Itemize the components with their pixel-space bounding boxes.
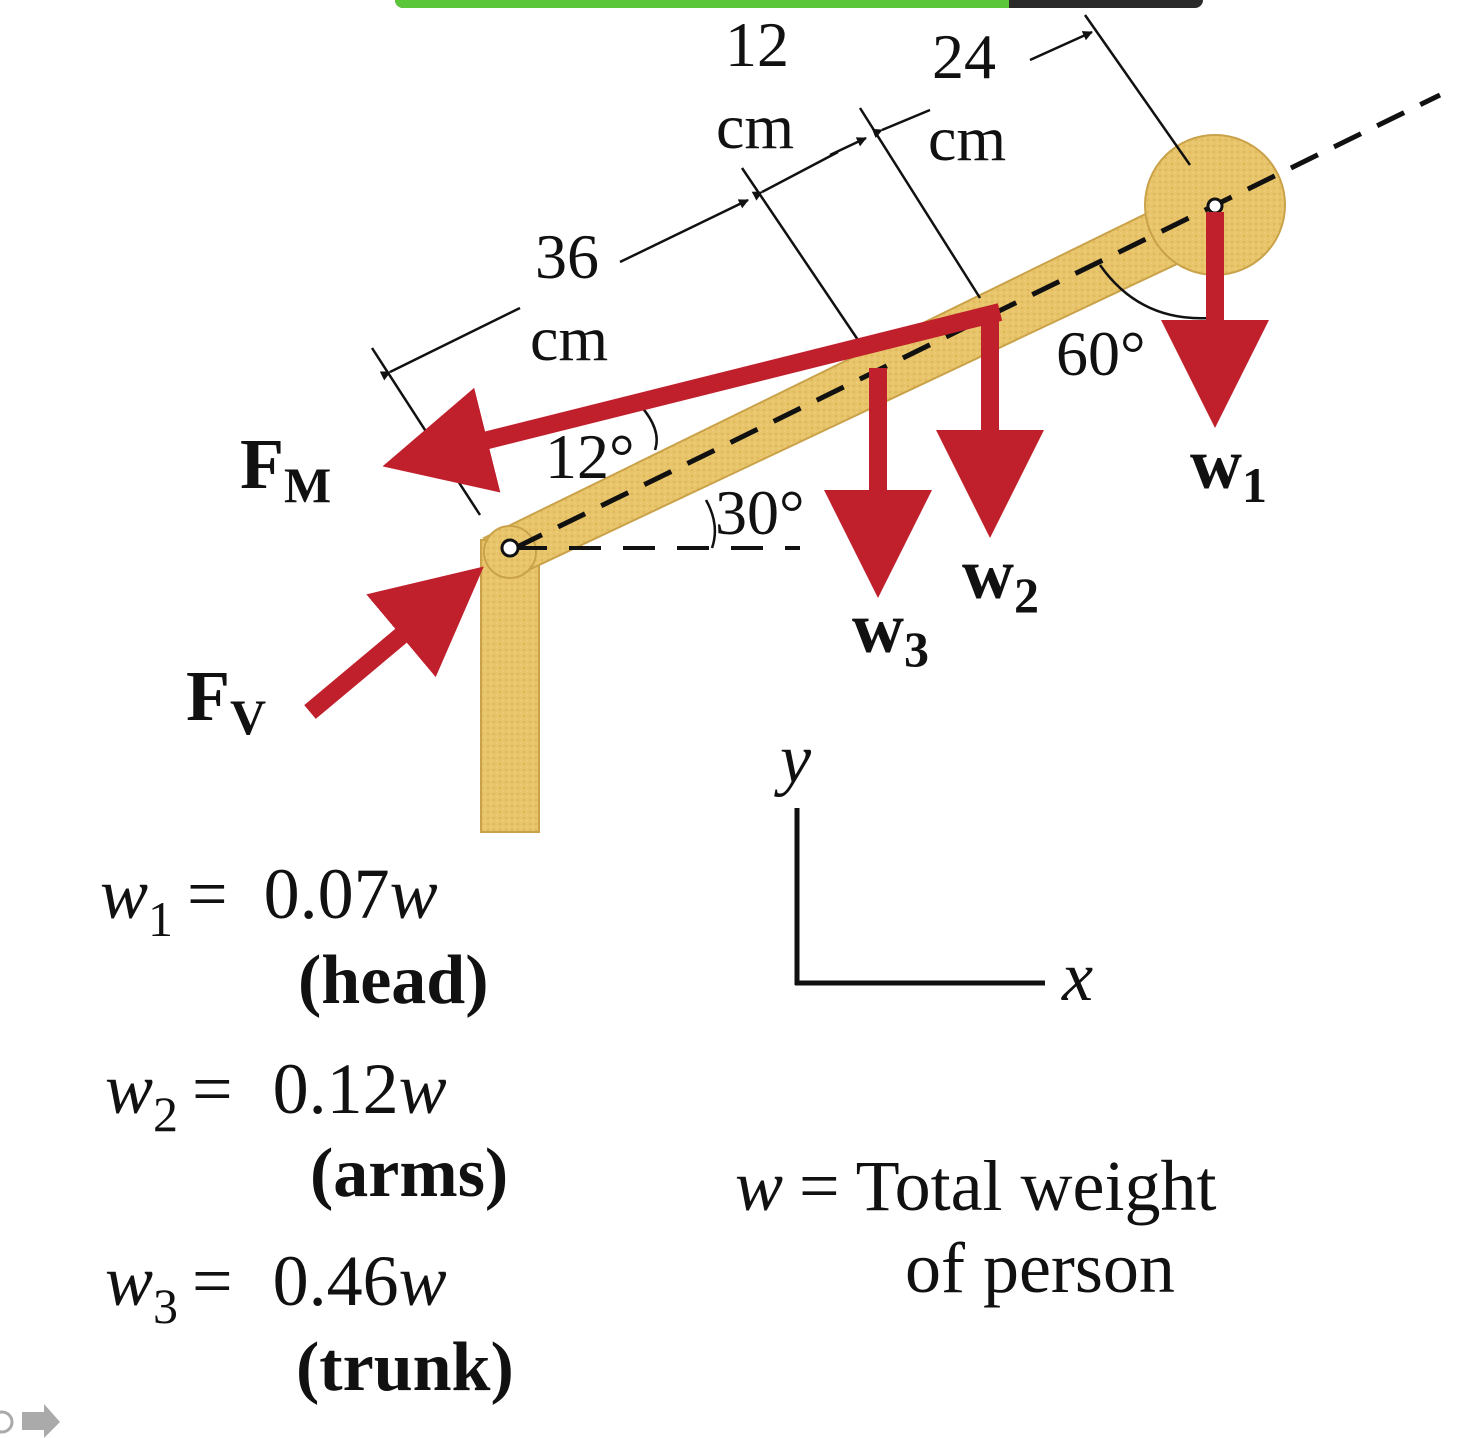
total-weight-line1: w = Total weight (735, 1146, 1217, 1226)
dim-12-unit: cm (716, 91, 795, 162)
legend-w1 (100, 854, 489, 1019)
y-axis-label: y (780, 721, 812, 798)
dim-36-unit: cm (530, 303, 609, 374)
svg-text:(trunk): (trunk) (296, 1329, 514, 1406)
svg-text:(arms): (arms) (310, 1135, 509, 1212)
dim-24-value: 24 (932, 21, 996, 92)
coordinate-axes (795, 808, 1045, 985)
angle-60-label: 60° (1056, 318, 1146, 389)
angle-12-label: 12° (545, 421, 635, 492)
leg-bone (481, 540, 539, 832)
dim-24-unit: cm (928, 103, 1007, 174)
fv-arrow (310, 578, 470, 712)
legend-w3 (105, 1241, 514, 1406)
svg-text:w1=0.07w: $w_1 = 0.07w$ (100, 854, 438, 947)
dim-12-value: 12 (725, 9, 789, 80)
legend-w2 (105, 1049, 508, 1212)
w1-label: w1 (1190, 424, 1267, 513)
w3-label: w3 (852, 588, 929, 677)
svg-text:w2=0.12w: $w_2 = 0.12w$ (105, 1049, 447, 1142)
dim-36-value: 36 (535, 221, 599, 292)
next-arrow-icon[interactable] (22, 1404, 60, 1438)
svg-text:(head): (head) (298, 942, 489, 1019)
w2-label: w2 (962, 534, 1039, 623)
svg-text:w3=0.46w: $w_3 = 0.46w$ (105, 1241, 447, 1334)
x-axis-label: x (1062, 939, 1094, 1016)
replay-icon[interactable] (0, 1412, 12, 1432)
fm-label: FM (240, 424, 332, 513)
hip-pivot (502, 540, 518, 556)
fv-label: FV (186, 656, 267, 745)
head-pivot (1208, 199, 1222, 213)
total-weight-line2: of person (905, 1228, 1175, 1308)
angle-30-label: 30° (715, 477, 805, 548)
